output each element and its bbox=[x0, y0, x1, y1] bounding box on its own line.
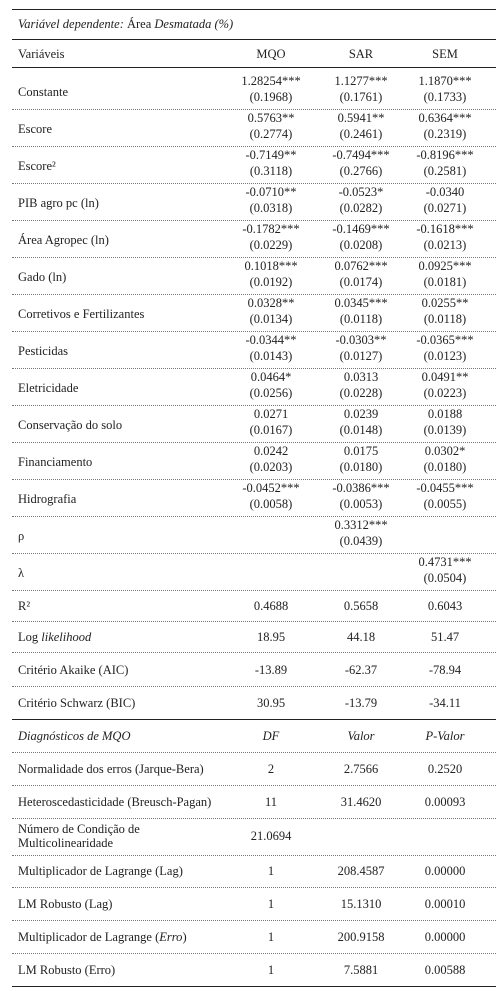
diag-pvalor: 0.00093 bbox=[424, 795, 466, 809]
se-sem: (0.0213) bbox=[423, 238, 467, 252]
diag-valor: 15.1310 bbox=[340, 897, 382, 911]
row-divider bbox=[12, 442, 496, 443]
diag-label: Multiplicador de Lagrange (Lag) bbox=[18, 864, 183, 878]
row-divider bbox=[12, 553, 496, 554]
se-sem: (0.0181) bbox=[423, 275, 467, 289]
diag-valor: 31.4620 bbox=[340, 795, 382, 809]
diag-pvalor: 0.2520 bbox=[427, 762, 463, 776]
se-mqo: (0.0192) bbox=[249, 275, 293, 289]
diag-label: Número de Condição de Multicolinearidade bbox=[18, 822, 140, 850]
coef-sem: -0.0455*** bbox=[416, 481, 474, 495]
coef-sar: -0.0386*** bbox=[332, 481, 390, 495]
diag-label: LM Robusto (Erro) bbox=[18, 963, 116, 977]
se-sar: (0.2766) bbox=[339, 164, 383, 178]
stat-mqo: 30.95 bbox=[256, 696, 286, 710]
stat-label: R² bbox=[18, 599, 31, 613]
se-sar: (0.0228) bbox=[339, 386, 383, 400]
coef-mqo: 0.0242 bbox=[253, 444, 289, 458]
row-label: Escore bbox=[18, 122, 53, 136]
coef-mqo: 0.0271 bbox=[253, 407, 289, 421]
coef-sem: -0.0365*** bbox=[416, 333, 474, 347]
diag-header-label: Diagnósticos de MQO bbox=[18, 729, 131, 743]
coef-sem: 0.6364*** bbox=[418, 111, 472, 125]
se-sar: (0.0174) bbox=[339, 275, 383, 289]
diag-valor: 7.5881 bbox=[343, 963, 379, 977]
diag-df: 1 bbox=[267, 897, 275, 911]
row-divider bbox=[12, 516, 496, 517]
diag-valor: 200.9158 bbox=[337, 930, 385, 944]
coef-sar: -0.0523* bbox=[338, 185, 384, 199]
diag-df: 1 bbox=[267, 963, 275, 977]
header-sar: SAR bbox=[348, 47, 374, 61]
se-mqo: (0.0256) bbox=[249, 386, 293, 400]
diag-pvalor: 0.00588 bbox=[424, 963, 466, 977]
rule-diag-top bbox=[12, 719, 496, 720]
coef-sar: 0.0175 bbox=[343, 444, 379, 458]
coef-sem: 1.1870*** bbox=[418, 74, 472, 88]
se-sar: (0.0127) bbox=[339, 349, 383, 363]
stat-sem: -34.11 bbox=[429, 696, 461, 710]
se-sem: (0.0504) bbox=[423, 571, 467, 585]
row-label: Constante bbox=[18, 85, 68, 99]
coef-mqo: -0.7149** bbox=[245, 148, 297, 162]
diag-label: Heteroscedasticidade (Breusch-Pagan) bbox=[18, 795, 212, 809]
stat-sem: 0.6043 bbox=[427, 599, 463, 613]
coef-sem: 0.0255** bbox=[421, 296, 469, 310]
coef-sar: -0.0303** bbox=[335, 333, 387, 347]
row-divider bbox=[12, 953, 496, 954]
coef-sar: -0.1469*** bbox=[332, 222, 390, 236]
table-title: Variável dependente: Área Desmatada (%) bbox=[18, 17, 234, 31]
coef-sem: 0.0925*** bbox=[418, 259, 472, 273]
se-sem: (0.0180) bbox=[423, 460, 467, 474]
se-mqo: (0.3118) bbox=[249, 164, 293, 178]
diag-label: Normalidade dos erros (Jarque-Bera) bbox=[18, 762, 204, 776]
se-sar: (0.0439) bbox=[339, 534, 383, 548]
se-sem: (0.0223) bbox=[423, 386, 467, 400]
row-label: Gado (ln) bbox=[18, 270, 67, 284]
diag-df: 21.0694 bbox=[250, 829, 292, 843]
se-sem: (0.1733) bbox=[423, 90, 467, 104]
row-label: Eletricidade bbox=[18, 381, 79, 395]
se-sem: (0.0118) bbox=[423, 312, 467, 326]
diag-df: 2 bbox=[267, 762, 275, 776]
coef-sem: 0.0491** bbox=[421, 370, 469, 384]
rule-under-header bbox=[12, 67, 496, 68]
row-divider bbox=[12, 109, 496, 110]
se-mqo: (0.0058) bbox=[249, 497, 293, 511]
se-sem: (0.0271) bbox=[423, 201, 467, 215]
header-variaveis: Variáveis bbox=[18, 47, 65, 61]
stat-mqo: -13.89 bbox=[254, 663, 288, 677]
coef-mqo: -0.0452*** bbox=[242, 481, 300, 495]
se-sar: (0.0118) bbox=[339, 312, 383, 326]
se-sar: (0.0282) bbox=[339, 201, 383, 215]
row-divider bbox=[12, 785, 496, 786]
row-divider bbox=[12, 686, 496, 687]
se-sar: (0.0180) bbox=[339, 460, 383, 474]
row-divider bbox=[12, 220, 496, 221]
row-label: Pesticidas bbox=[18, 344, 68, 358]
row-divider bbox=[12, 818, 496, 819]
row-divider bbox=[12, 331, 496, 332]
coef-sem: 0.0188 bbox=[427, 407, 463, 421]
se-sar: (0.0053) bbox=[339, 497, 383, 511]
diag-pvalor: 0.00010 bbox=[424, 897, 466, 911]
stat-sar: 44.18 bbox=[346, 630, 376, 644]
se-sem: (0.0139) bbox=[423, 423, 467, 437]
stat-label: Critério Akaike (AIC) bbox=[18, 663, 129, 677]
diag-valor: 2.7566 bbox=[343, 762, 379, 776]
se-mqo: (0.2774) bbox=[249, 127, 293, 141]
coef-sem: -0.0340 bbox=[425, 185, 465, 199]
coef-sar: 0.0313 bbox=[343, 370, 379, 384]
coef-sar: 0.0239 bbox=[343, 407, 379, 421]
row-divider bbox=[12, 294, 496, 295]
coef-sar: 0.3312*** bbox=[334, 518, 388, 532]
se-mqo: (0.0203) bbox=[249, 460, 293, 474]
rule-under-title bbox=[12, 39, 496, 40]
diag-pvalor: 0.00000 bbox=[424, 864, 466, 878]
diag-header-valor: Valor bbox=[347, 729, 375, 743]
coef-sar: 0.0345*** bbox=[334, 296, 388, 310]
stat-sar: 0.5658 bbox=[343, 599, 379, 613]
header-sem: SEM bbox=[432, 47, 458, 61]
coef-mqo: -0.0710** bbox=[245, 185, 297, 199]
stat-sem: 51.47 bbox=[430, 630, 460, 644]
diag-label: Multiplicador de Lagrange (Erro) bbox=[18, 930, 187, 944]
stat-label: Critério Schwarz (BIC) bbox=[18, 696, 136, 710]
se-sem: (0.0055) bbox=[423, 497, 467, 511]
row-divider bbox=[12, 652, 496, 653]
coef-mqo: 0.0328** bbox=[247, 296, 295, 310]
stat-label: Log likelihood bbox=[18, 630, 92, 644]
row-divider bbox=[12, 368, 496, 369]
row-divider bbox=[12, 405, 496, 406]
se-mqo: (0.0229) bbox=[249, 238, 293, 252]
coef-mqo: -0.0344** bbox=[245, 333, 297, 347]
coef-mqo: 0.1018*** bbox=[244, 259, 298, 273]
stat-sar: -62.37 bbox=[344, 663, 378, 677]
row-divider bbox=[12, 920, 496, 921]
stat-sem: -78.94 bbox=[428, 663, 462, 677]
se-sar: (0.0208) bbox=[339, 238, 383, 252]
se-sem: (0.2319) bbox=[423, 127, 467, 141]
rule-top bbox=[12, 9, 496, 10]
diag-pvalor: 0.00000 bbox=[424, 930, 466, 944]
row-divider bbox=[12, 479, 496, 480]
row-label: ρ bbox=[18, 529, 25, 543]
coef-sar: -0.7494*** bbox=[332, 148, 390, 162]
diag-df: 1 bbox=[267, 864, 275, 878]
row-divider bbox=[12, 146, 496, 147]
se-sem: (0.0123) bbox=[423, 349, 467, 363]
se-sar: (0.1761) bbox=[339, 90, 383, 104]
se-sem: (0.2581) bbox=[423, 164, 467, 178]
row-label: Hidrografia bbox=[18, 492, 77, 506]
row-divider bbox=[12, 887, 496, 888]
diag-valor: 208.4587 bbox=[337, 864, 385, 878]
se-sar: (0.2461) bbox=[339, 127, 383, 141]
coef-sem: -0.8196*** bbox=[416, 148, 474, 162]
row-label: PIB agro pc (ln) bbox=[18, 196, 99, 210]
diag-label: LM Robusto (Lag) bbox=[18, 897, 113, 911]
coef-sar: 0.0762*** bbox=[334, 259, 388, 273]
rule-bottom bbox=[12, 986, 496, 987]
row-label: Corretivos e Fertilizantes bbox=[18, 307, 145, 321]
coef-sar: 1.1277*** bbox=[334, 74, 388, 88]
row-label: Área Agropec (ln) bbox=[18, 233, 109, 247]
row-label: λ bbox=[18, 566, 25, 580]
diag-header-df: DF bbox=[262, 729, 280, 743]
row-divider bbox=[12, 183, 496, 184]
diag-df: 11 bbox=[264, 795, 278, 809]
stat-mqo: 0.4688 bbox=[253, 599, 289, 613]
coef-mqo: 0.0464* bbox=[250, 370, 292, 384]
se-mqo: (0.0143) bbox=[249, 349, 293, 363]
coef-sem: -0.1618*** bbox=[416, 222, 474, 236]
row-divider bbox=[12, 621, 496, 622]
coef-mqo: 1.28254*** bbox=[241, 74, 301, 88]
row-divider bbox=[12, 752, 496, 753]
row-divider bbox=[12, 257, 496, 258]
stat-mqo: 18.95 bbox=[256, 630, 286, 644]
coef-sem: 0.0302* bbox=[424, 444, 466, 458]
se-mqo: (0.0167) bbox=[249, 423, 293, 437]
coef-sar: 0.5941** bbox=[337, 111, 385, 125]
se-mqo: (0.0134) bbox=[249, 312, 293, 326]
coef-mqo: -0.1782*** bbox=[242, 222, 300, 236]
se-sar: (0.0148) bbox=[339, 423, 383, 437]
se-mqo: (0.0318) bbox=[249, 201, 293, 215]
row-label: Escore² bbox=[18, 159, 56, 173]
row-divider bbox=[12, 855, 496, 856]
se-mqo: (0.1968) bbox=[249, 90, 293, 104]
coef-mqo: 0.5763** bbox=[247, 111, 295, 125]
coef-sem: 0.4731*** bbox=[418, 555, 472, 569]
header-mqo: MQO bbox=[256, 47, 286, 61]
row-label: Financiamento bbox=[18, 455, 93, 469]
diag-df: 1 bbox=[267, 930, 275, 944]
stat-sar: -13.79 bbox=[344, 696, 378, 710]
row-label: Conservação do solo bbox=[18, 418, 123, 432]
row-divider bbox=[12, 590, 496, 591]
diag-header-pvalor: P-Valor bbox=[425, 729, 465, 743]
